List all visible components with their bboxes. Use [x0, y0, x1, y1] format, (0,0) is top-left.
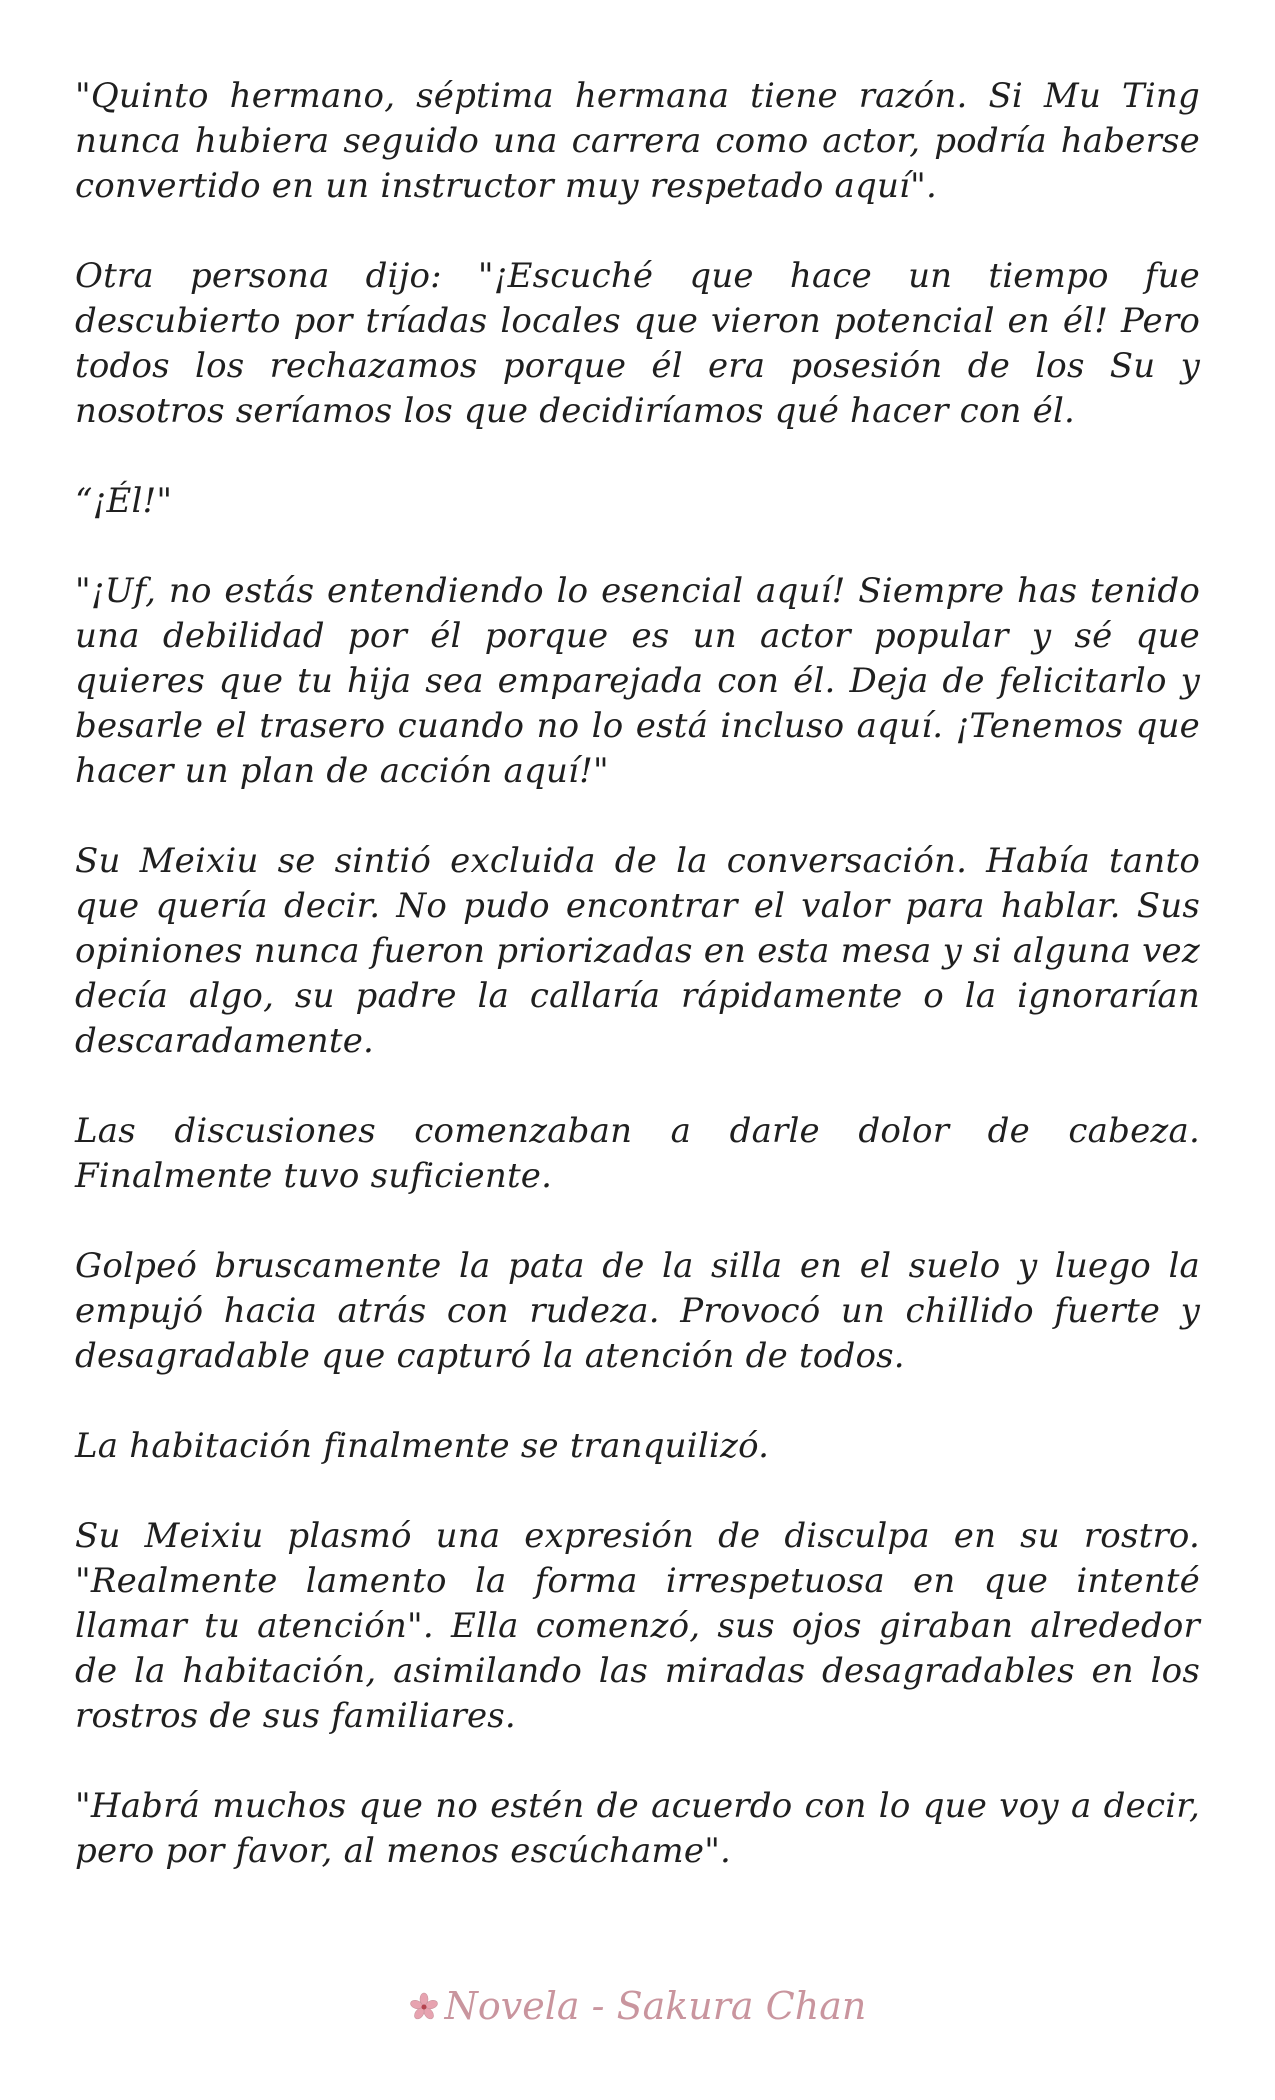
- paragraph-7: Golpeó bruscamente la pata de la silla en el suelo y luego la empujó hacia atrás con rudeza. Provocó un chillido fuerte y desagradable que capturó la atención de todos.: [75, 1246, 1200, 1376]
- paragraph-8: La habitación finalmente se tranquilizó.: [75, 1426, 770, 1466]
- watermark: [0, 1984, 1275, 2028]
- paragraph-6: Las discusiones comenzaban a darle dolor de cabeza. Finalmente tuvo suficiente.: [75, 1111, 1200, 1196]
- watermark-text: Novela - Sakura Chan: [444, 1984, 867, 2028]
- paragraph-3: “¡Él!": [75, 481, 173, 521]
- paragraph-10: "Habrá muchos que no estén de acuerdo con lo que voy a decir, pero por favor, al menos escúchame".: [75, 1786, 1200, 1871]
- paragraph-5: Su Meixiu se sintió excluida de la conversación. Había tanto que quería decir. No pudo encontrar el valor para hablar. Sus opiniones nunca fueron priorizadas en esta mesa y si alguna vez decía algo, su padre la callaría rápidamente o la ignorarían descaradamente.: [75, 841, 1200, 1061]
- paragraph-9: Su Meixiu plasmó una expresión de disculpa en su rostro. "Realmente lamento la forma irrespetuosa en que intenté llamar tu atención". Ella comenzó, sus ojos giraban alrededor de la habitación, asimilando las miradas desagradables en los rostros de sus familiares.: [75, 1516, 1200, 1736]
- sakura-flower-icon: [409, 1992, 439, 2022]
- paragraph-2: Otra persona dijo: "¡Escuché que hace un tiempo fue descubierto por tríadas locales que vieron potencial en él! Pero todos los rechazamos porque él era posesión de los Su y nosotros seríamos los que decidiríamos qué hacer con él.: [75, 256, 1200, 431]
- paragraph-4: "¡Uf, no estás entendiendo lo esencial aquí! Siempre has tenido una debilidad por él porque es un actor popular y sé que quieres que tu hija sea emparejada con él. Deja de felicitarlo y besarle el trasero cuando no lo está incluso aquí. ¡Tenemos que hacer un plan de acción aquí!": [75, 571, 1200, 791]
- paragraph-1: "Quinto hermano, séptima hermana tiene razón. Si Mu Ting nunca hubiera seguido una carrera como actor, podría haberse convertido en un instructor muy respetado aquí".: [75, 76, 1200, 206]
